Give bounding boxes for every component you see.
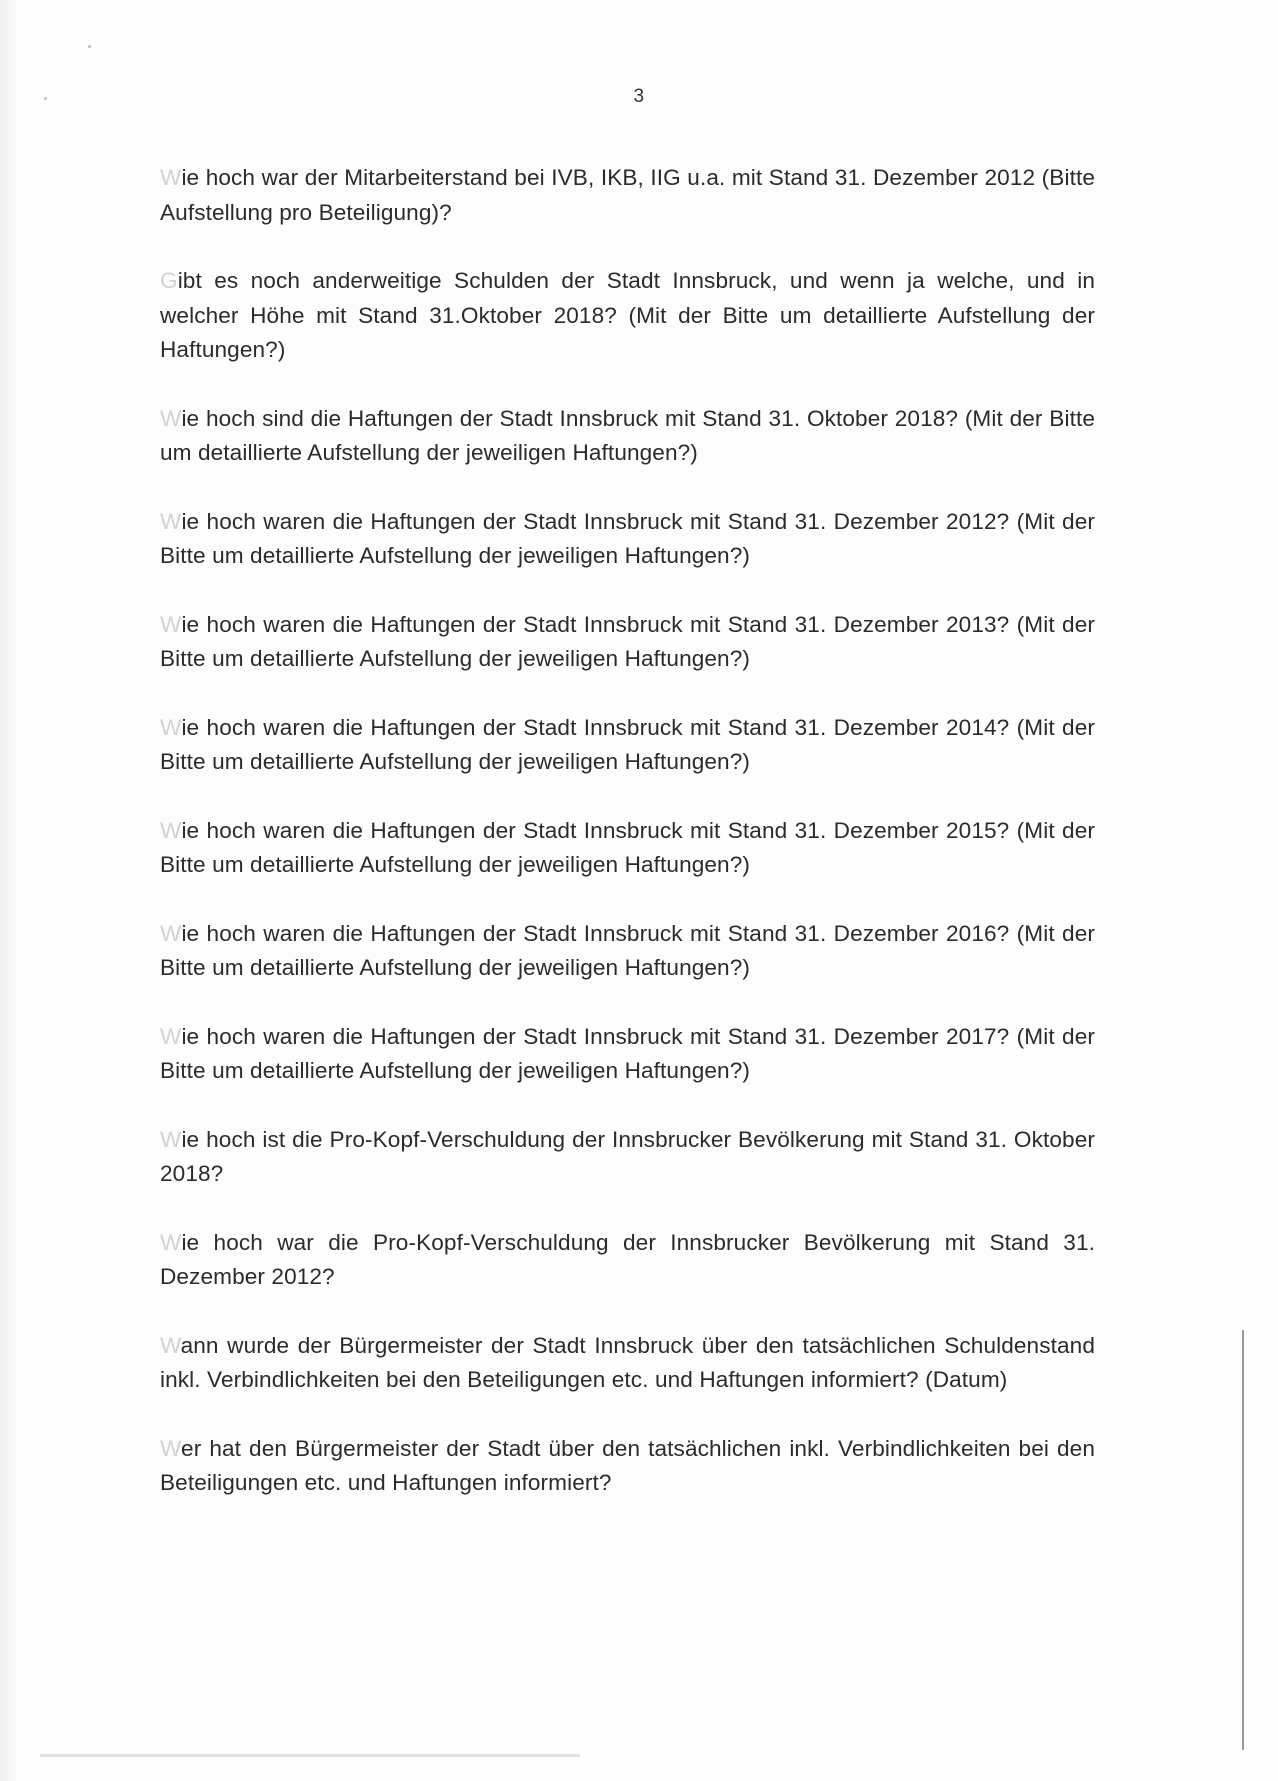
question-text: ie hoch sind die Haftungen der Stadt Innsbruck mit Stand 31. Oktober 2018? (Mit der Bitte um detaillierte Aufstellung der jeweiligen Haftungen?) <box>160 405 1095 465</box>
question-initial: W <box>160 405 182 431</box>
question-text: ie hoch waren die Haftungen der Stadt Innsbruck mit Stand 31. Dezember 2013? (Mit der Bitte um detaillierte Aufstellung der jeweiligen Haftungen?) <box>160 611 1095 671</box>
question-initial: W <box>160 165 182 190</box>
question-initial: W <box>160 1435 182 1461</box>
question-text: ann wurde der Bürgermeister der Stadt Innsbruck über den tatsächlichen Schuldenstand inkl. Verbindlichkeiten bei den Beteiligungen etc. und Haftungen informiert? (Datum) <box>160 1332 1095 1392</box>
question-text: ibt es noch anderweitige Schulden der Stadt Innsbruck, und wenn ja welche, und in welcher Höhe mit Stand 31.Oktober 2018? (Mit der Bitte um detaillierte Aufstellung der Haftungen?) <box>160 268 1095 362</box>
scan-edge-line <box>1242 1330 1244 1750</box>
question-initial: W <box>160 920 182 946</box>
question-text: ie hoch waren die Haftungen der Stadt Innsbruck mit Stand 31. Dezember 2015? (Mit der Bitte um detaillierte Aufstellung der jeweiligen Haftungen?) <box>160 817 1095 877</box>
question-initial: W <box>160 1332 181 1358</box>
question-text: ie hoch ist die Pro-Kopf-Verschuldung der Innsbrucker Bevölkerung mit Stand 31. Oktober 2018? <box>160 1126 1095 1186</box>
question-item <box>160 264 1095 368</box>
question-item <box>160 1432 1095 1501</box>
question-list <box>160 161 1095 1535</box>
question-item <box>160 1226 1095 1295</box>
question-item <box>160 1020 1095 1089</box>
question-text: ie hoch waren die Haftungen der Stadt Innsbruck mit Stand 31. Dezember 2016? (Mit der Bitte um detaillierte Aufstellung der jeweiligen Haftungen?) <box>160 920 1095 980</box>
question-initial: W <box>160 714 182 740</box>
question-item <box>160 505 1095 574</box>
question-initial: W <box>160 817 182 843</box>
question-initial: W <box>160 1023 182 1049</box>
question-item <box>160 161 1095 230</box>
scan-edge-shadow <box>0 0 18 1781</box>
question-item <box>160 608 1095 677</box>
question-text: ie hoch waren die Haftungen der Stadt Innsbruck mit Stand 31. Dezember 2014? (Mit der Bitte um detaillierte Aufstellung der jeweiligen Haftungen?) <box>160 714 1095 774</box>
question-item <box>160 814 1095 883</box>
question-text: ie hoch waren die Haftungen der Stadt Innsbruck mit Stand 31. Dezember 2017? (Mit der Bitte um detaillierte Aufstellung der jeweiligen Haftungen?) <box>160 1023 1095 1083</box>
question-text: ie hoch waren die Haftungen der Stadt Innsbruck mit Stand 31. Dezember 2012? (Mit der Bitte um detaillierte Aufstellung der jeweiligen Haftungen?) <box>160 508 1095 568</box>
question-item <box>160 917 1095 986</box>
question-item <box>160 711 1095 780</box>
question-item <box>160 1123 1095 1192</box>
question-initial: G <box>160 268 178 293</box>
question-initial: W <box>160 1126 182 1152</box>
question-item <box>160 402 1095 471</box>
question-item <box>160 1329 1095 1398</box>
question-initial: W <box>160 1229 182 1255</box>
question-text: ie hoch war die Pro-Kopf-Verschuldung der Innsbrucker Bevölkerung mit Stand 31. Dezember 2012? <box>160 1229 1095 1289</box>
scan-bottom-line <box>40 1754 580 1757</box>
question-text: ie hoch war der Mitarbeiterstand bei IVB, IKB, IIG u.a. mit Stand 31. Dezember 2012 (Bitte Aufstellung pro Beteiligung)? <box>160 165 1095 225</box>
question-text: er hat den Bürgermeister der Stadt über den tatsächlichen inkl. Verbindlichkeiten bei den Beteiligungen etc. und Haftungen informiert? <box>160 1435 1095 1495</box>
scan-artefact <box>88 45 91 48</box>
question-initial: W <box>160 611 182 637</box>
page-number: 3 <box>633 86 645 107</box>
question-initial: W <box>160 508 182 534</box>
